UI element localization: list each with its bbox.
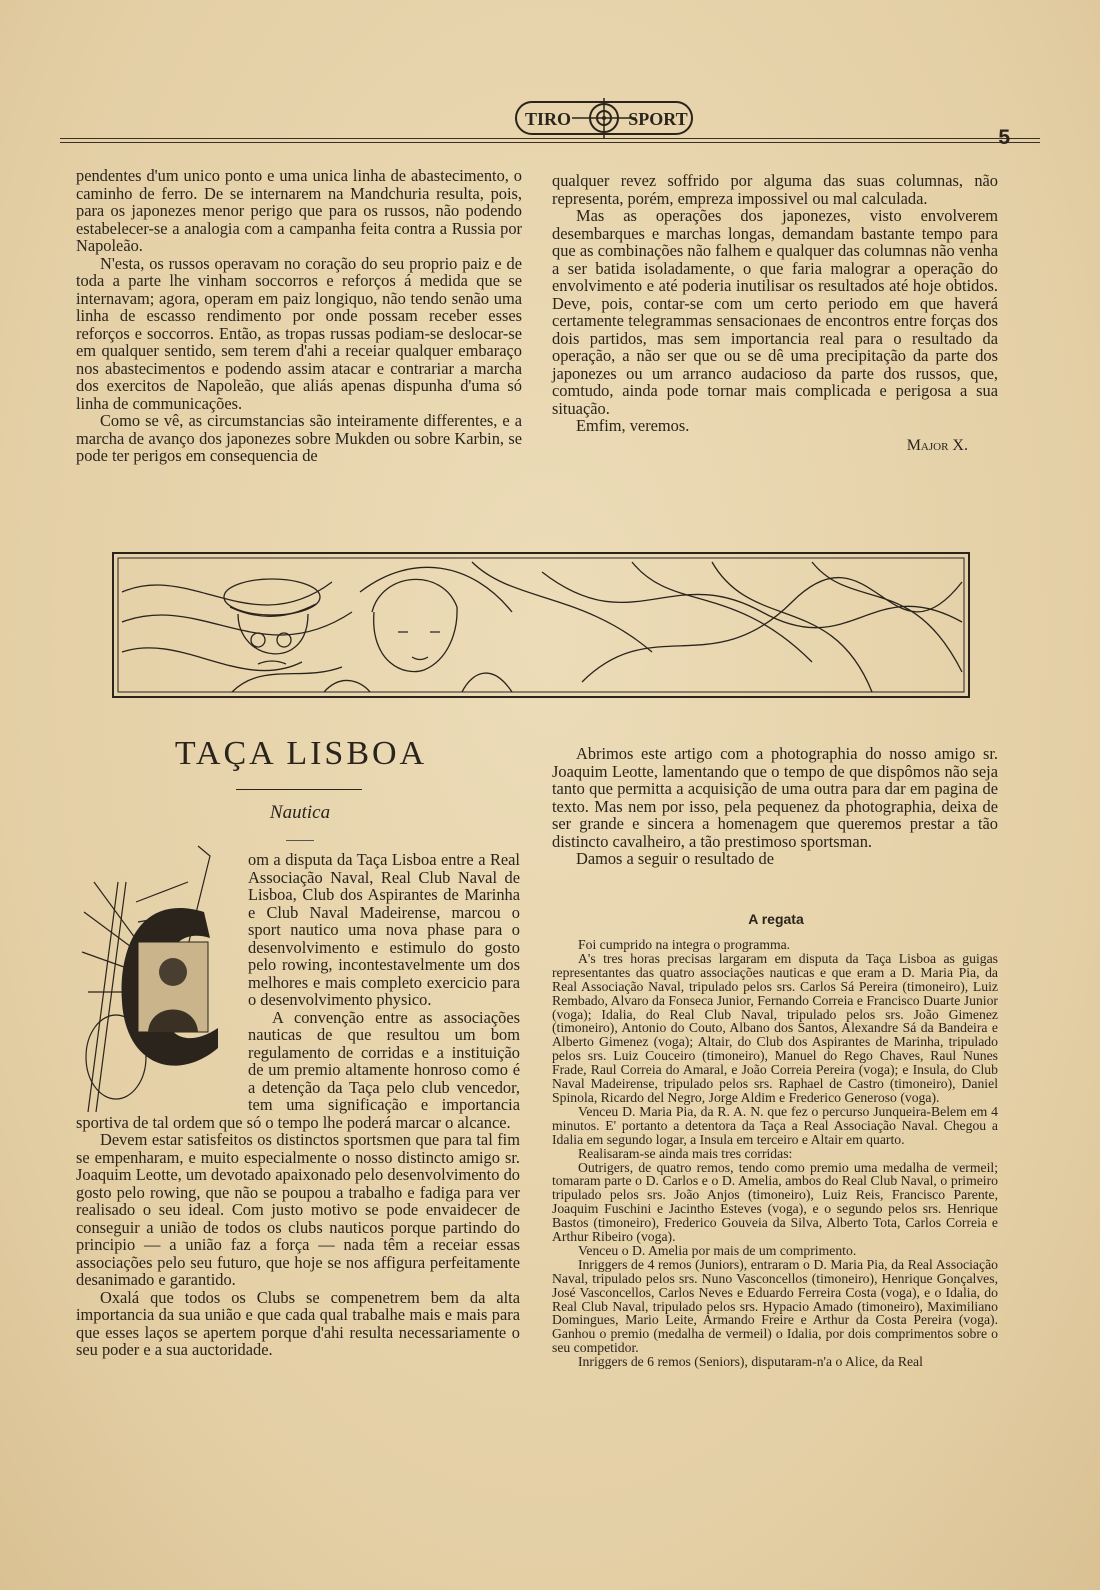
regata-paragraph: A's tres horas precisas largaram em disputa da Taça Lisboa as guigas representantes das quatro associações nauticas e que eram a D. Maria Pia, da Real Associação Naval, tripulado pelos srs. Carlos Sá Pereira (timoneiro), Luiz Rembado, Alvaro da Fonseca Junior, Fernando Correia e Francisco Duarte Junior (voga); Idalia, do Real Club Naval, tripulado pelos srs. João Gimenez (timoneiro), Antonio do Couto, Albano dos Santos, Alexandre Sá da Bandeira e Alberto Gimenez (voga); Altair, do Club dos Aspirantes de Marinha, tripulado pelos srs. Luiz Couceiro (timoneiro), Manuel do Rego Chaves, Raul Nunes Frade, Raul Correia do Amaral, e João Correia Pereira (voga); e Insula, do Club Naval Madeirense, tripulado pelos srs. Raphael de Castro (timoneiro), Daniel Spinola, Ricardo del Negro, Jorge Aldim e Frederico Generoso (voga). — [552, 950, 998, 1105]
regata-paragraph: Venceu o D. Amelia por mais de um comprimento. — [578, 1242, 857, 1258]
top-right-paragraph: qualquer revez soffrido por alguma das suas columnas, não representa, porém, empreza impossivel ou mal calculada. — [552, 171, 998, 208]
page-number: 5 — [998, 126, 1010, 149]
regata-paragraph: Realisaram-se ainda mais tres corridas: — [578, 1145, 793, 1161]
taca-left-paragraph: om a disputa da Taça Lisboa entre a Real Associação Naval, Real Club Naval de Lisboa, Club dos Aspirantes de Marinha e Club Naval Madeirense, marcou o sport nautico uma nova phase para o desenvolvimento e estimulo do gosto pelo rowing, incontestavelmente um dos melhores e mais completo exercicio para o desenvolvimento physico. — [248, 850, 520, 1009]
article-signature: Major X. — [906, 436, 968, 454]
taca-right-paragraph: Abrimos este artigo com a photographia do nosso amigo sr. Joaquim Leotte, lamentando que o tempo de que dispômos não seja tanto que permitta a acquisição de uma outra para dar em pagina de texto. Mas nem por isso, pela pequenez da photographia, deixa de ser grande e sincera a homenagem que queremos prestar a tão distincto cavalheiro, a tão prestimoso sportsman. — [552, 744, 998, 851]
top-left-paragraph: pendentes d'um unico ponto e uma unica linha de abastecimento, o caminho de ferro. De se internarem na Mandchuria resulta, pois, para os japonezes menor perigo que para os russos, não podendo estabelecer-se a analogia com a campanha feita contra a Russia por Napoleão. — [76, 166, 522, 255]
title-rule — [236, 789, 362, 790]
masthead-logo — [512, 96, 696, 140]
taca-left-column — [76, 851, 520, 1359]
taca-right-paragraph: Damos a seguir o resultado de — [576, 849, 775, 868]
initial-spacer — [76, 851, 248, 1113]
logo-text-left: TIRO — [524, 109, 572, 129]
masthead-rule-bottom — [60, 142, 1040, 143]
top-left-paragraph: Como se vê, as circumstancias são inteiramente differentes, e a marcha de avanço dos japonezes sobre Mukden ou sobre Karbin, se pode ter perigos em consequencia de — [76, 411, 522, 465]
top-left-paragraph: N'esta, os russos operavam no coração do seu proprio paiz e de toda a parte lhe vinham soccorros e reforços á medida que se internavam; agora, operam em paiz longiquo, não tendo senão uma linha de escasso rendimento por onde possam receber esses reforços e soccorros. Então, as tropas russas podiam-se deslocar-se em qualquer sentido, sem terem d'ahi a receiar qualquer embaraço nos abastecimentos e podendo assim atacar e contrariar a marcha dos exercitos de Napoleão, que aliás apenas dispunha d'uma só linha de communicações. — [76, 253, 522, 413]
taca-left-paragraph: Oxalá que todos os Clubs se compenetrem bem da alta importancia da sua união e que cada qual trabalhe mais e mais para que esses laços se apertem porque d'ahi resulta necessariamente o seu poder e a sua auctoridade. — [76, 1287, 520, 1359]
top-right-paragraph: Emfim, veremos. — [576, 416, 690, 435]
subtitle-rule — [286, 840, 314, 841]
taca-right-intro — [552, 745, 998, 868]
regata-paragraph: Foi cumprido na integra o programma. — [578, 937, 791, 952]
regata-paragraph: Venceu D. Maria Pia, da R. A. N. que fez o percurso Junqueira-Belem em 4 minutos. E' portanto a detentora da Taça a Real Associação Naval. Chegou a Idalia em segundo logar, a Insula em terceiro e Altair em quarto. — [552, 1103, 998, 1147]
top-right-paragraph: Mas as operações dos japonezes, visto envolverem desembarques e marchas longas, demandam bastante tempo para que as combinações não falhem e qualquer das columnas não venha a ser batida isoladamente, o que faria malograr a operação do envolvimento e até poderia inutilisar os resultados até hoje obtidos. Deve, pois, contar-se com um certo periodo em que haverá certamente telegrammas sensacionaes de encontros entre forças dos dois partidos, mas sem importancia real para o resultado da operação, a não ser que ou se dê uma precipitação da parte dos japonezes ou um arranco audacioso da parte dos russos, que, comtudo, ainda pode tornar mais complicada e perigosa a sua situação. — [552, 206, 998, 418]
top-article-left-column — [76, 167, 522, 465]
taca-left-paragraph: Devem estar satisfeitos os distinctos sportsmen que para tal fim se empenharam, e muito especialmente o nosso distincto amigo sr. Joaquim Leotte, um devotado apaixonado pelo desenvolvimento do gosto pelo rowing, que não se poupou a trabalho e fadiga para ver realisado o seu ideal. Com justo motivo se pode envaidecer de conseguir a união de todos os clubs nauticos porque partindo do principio — a união faz a força — nada têm a receiar essas associações pelo seu futuro, que hoje se nos affigura perfeitamente desanimado e garantido. — [76, 1130, 520, 1289]
regata-paragraph: Inriggers de 6 remos (Seniors), disputaram-n'a o Alice, da Real — [578, 1354, 923, 1370]
masthead — [60, 88, 1040, 148]
article-title: TAÇA LISBOA — [174, 735, 428, 772]
taca-left-paragraph: A convenção entre as associações nauticas de que resultou um bom regulamento de corridas e a instituição de um premio altamente honroso como é a detenção da Taça pelo club vencedor, tem uma significação e importancia sportiva de tal ordem que só o tempo lhe poderá marcar o alcance. — [76, 1007, 520, 1132]
top-article-right-column — [552, 172, 998, 454]
decorative-banner-illustration — [112, 552, 970, 698]
regata-heading: A regata — [748, 911, 804, 927]
article-subtitle: Nautica — [269, 802, 331, 823]
regata-paragraph: Inriggers de 4 remos (Juniors), entraram o D. Maria Pia, da Real Associação Naval, tripulado pelos srs. Nuno Vasconcellos (timoneiro), Henrique Gonçalves, José Vasconcellos, Carlos Neves e Eduardo Ferreira Costa (voga), e o Idalia, do Real Club Naval, tripulado pelos srs. Hypacio Amado (timoneiro), Maximiliano Domingues, Mario Leite, Armando Freire e Arthur da Costa Pereira (voga). Ganhou o premio (medalha de vermeil) o Idalia, por dois comprimentos sobre o seu competidor. — [552, 1256, 998, 1356]
logo-text-right: SPORT — [628, 109, 688, 129]
regata-paragraph: Outrigers, de quatro remos, tendo como premio uma medalha de vermeil; tomaram parte o D. Carlos e o D. Amelia, ambos do Real Club Naval, o primeiro tripulado pelos srs. João Anjos (timoneiro), Luiz Reis, Francisco Parente, Joaquim Fuschini e Jacintho Esteves (voga), e o segundo pelos srs. Henrique Bastos (timoneiro), Frederico Gouveia da Silva, Alberto Tota, Carlos Correia e Arthur Ribeiro (voga). — [552, 1159, 998, 1245]
regata-results-column — [552, 938, 998, 1369]
